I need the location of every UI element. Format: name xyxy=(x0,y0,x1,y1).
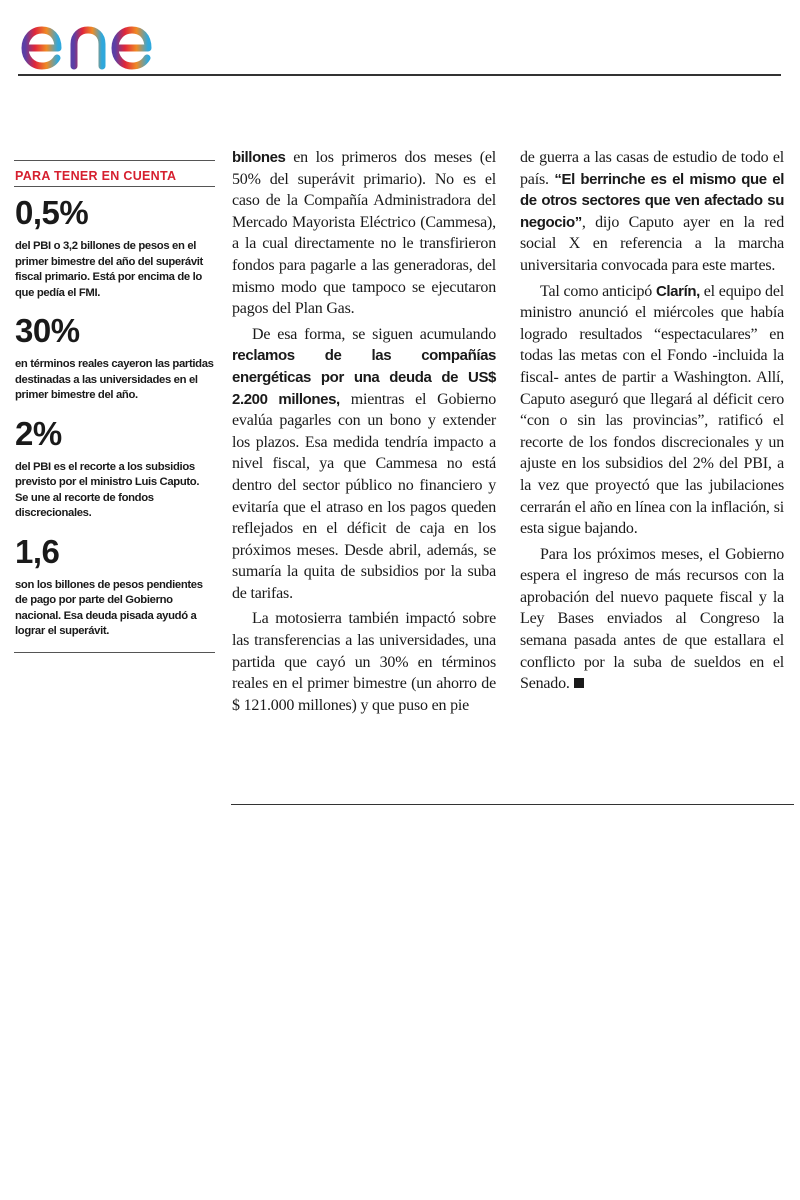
bottom-rule xyxy=(231,804,794,805)
article-paragraph xyxy=(232,147,496,320)
text-run: , dijo Caputo ayer en la red social X en referencia a la marcha universitaria convocada para este martes. xyxy=(520,213,784,274)
end-mark-icon xyxy=(574,678,584,688)
stat-item xyxy=(14,193,215,301)
bold-phrase: Clarín, xyxy=(655,282,700,300)
stat-text: del PBI o 3,2 billones de pesos en el primer bimestre del año del superávit fiscal primario. Está por encima de lo que pedía el FMI. xyxy=(15,240,203,299)
bold-phrase: reclamos de las compañías energéticas por una deuda de US$ 2.200 millones, xyxy=(232,347,496,408)
stat-text: en términos reales cayeron las partidas destinadas a las universidades en el primer bimestre del año. xyxy=(15,358,214,401)
article-paragraph xyxy=(520,544,784,695)
header-rule xyxy=(18,74,781,76)
stat-value: 2% xyxy=(15,414,62,452)
stat-text: son los billones de pesos pendientes de pago por parte del Gobierno nacional. Esa deuda pisada ayudó a lograr el superávit. xyxy=(15,578,203,637)
text-run: Para los próximos meses, el Gobierno espera el ingreso de más recursos con la aprobación del nuevo paquete fiscal y la Ley Bases enviados al Congreso la semana pasada antes de que estallara el conflicto por la suba de sueldos en el Senado. xyxy=(520,545,784,693)
text-run: La motosierra también impactó sobre las transferencias a las universidades, una partida que cayó un 30% en términos reales en el primer bimestre (un ahorro de $ 121.000 millones) y que puso en pie xyxy=(232,610,496,714)
article-paragraph xyxy=(232,608,496,716)
article-column-2 xyxy=(232,147,496,716)
text-run: mientras el Gobierno evalúa pagarles con un bono y extender los plazos. Esa medida tendría impacto a nivel fiscal, ya que Cammesa no está dentro del sector público no financiero y evitaría que el atraso en los pagos queden reflejados en el déficit de caja en los próximos meses. Desde abril, además, se sumaría la quita de subsidios por la suba de tarifas. xyxy=(232,390,496,602)
bold-phrase: billones xyxy=(232,149,286,166)
sidebar-label: PARA TENER EN CUENTA xyxy=(14,161,215,187)
stat-item xyxy=(14,532,215,640)
article-column-3 xyxy=(520,147,784,695)
stat-text: del PBI es el recorte a los subsidios previsto por el ministro Luis Caputo. Se une al recorte de fondos discrecionales. xyxy=(15,460,200,519)
text-run: Tal como anticipó xyxy=(540,282,656,300)
stat-item xyxy=(14,311,215,404)
sidebar-bottom-rule xyxy=(14,652,215,653)
stat-value: 1,6 xyxy=(15,532,60,570)
text-run: el equipo del ministro anunció el miércoles que había logrado resultados “espectaculares” en todas las metas con el Fondo -incluida la fiscal- antes de partir a Washington. Allí, Caputo aseguró que llegará al déficit cero “con o sin las provincias”, ratificó el recorte de los fondos discrecionales y un ajuste en los subsidios del 2% del PBI, a la vez que proyectó que las jubilaciones cerrarán el año en línea con la inflación, si esta sigue bajando. xyxy=(520,282,784,538)
enel-logo xyxy=(18,6,193,72)
text-run: de guerra a las casas de estudio de todo el país. xyxy=(520,149,784,188)
text-run: en los primeros dos meses (el 50% del superávit primario). No es el caso de la Compañía Administradora del Mercado Mayorista Eléctrico (Cammesa), a la cual directamente no le transfirieron fondos para pagarle a las generadoras, del mismo modo que tampoco se ejecutaron pagos del Plan Gas. xyxy=(232,149,496,318)
stat-value: 0,5% xyxy=(15,194,89,231)
article-paragraph xyxy=(232,324,496,605)
article-paragraph xyxy=(520,147,784,277)
bold-quote: “El berrinche es el mismo que el de otros sectores que ven afectado su negocio” xyxy=(520,170,784,231)
text-run: De esa forma, se siguen acumulando xyxy=(252,325,496,343)
stat-item xyxy=(14,414,215,522)
stat-value: 30% xyxy=(15,312,80,349)
article-paragraph xyxy=(520,281,784,540)
sidebar-box xyxy=(14,160,215,653)
